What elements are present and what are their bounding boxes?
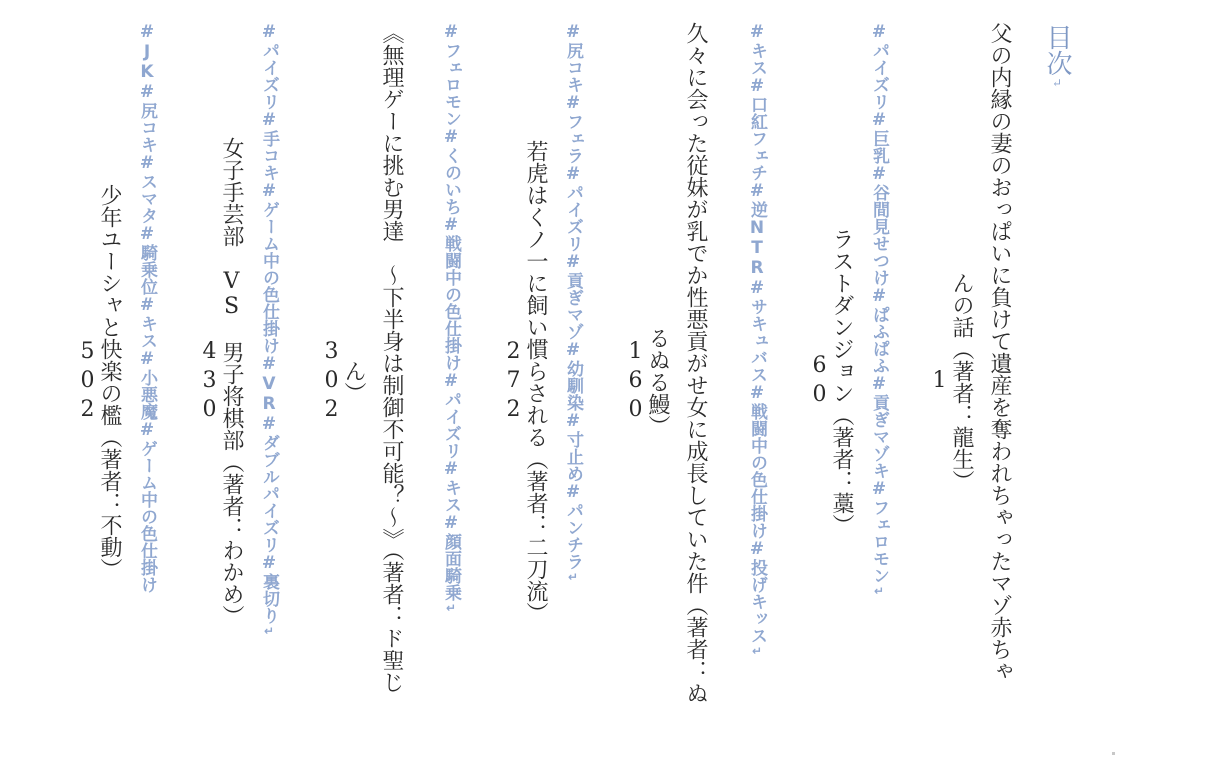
entry-tags: #パイズリ#巨乳#谷間見せつけ#ぱふぱふ#貢ぎマゾキ#フェロモン — [869, 22, 889, 584]
newline-mark: ↵ — [872, 584, 886, 598]
entry-page-number: 160 — [623, 338, 648, 426]
toc-entry-4-tags — [442, 22, 459, 742]
entry-title: 女子手芸部 VS 男子将棋部（著者：わかめ） — [219, 137, 244, 627]
entry-page-number: 1 — [927, 367, 952, 397]
toc-entry-6[interactable] — [198, 22, 242, 742]
corner-dot — [1112, 752, 1115, 755]
entry-title: 《無理ゲーに挑む男達 ～下半身は制御不可能？～》（著者：ド聖じ — [379, 22, 404, 693]
toc-entry-6-tags — [138, 22, 155, 742]
toc-entry-1-tags — [870, 22, 887, 742]
newline-mark: ↵ — [1050, 76, 1064, 90]
entry-tags: #キス#口紅フェチ#逆NTR#サキュバス#戦闘中の色仕掛け#投げキッス — [747, 22, 767, 644]
toc-heading-text: 目次 — [1042, 24, 1072, 76]
toc-entry-3-tags — [564, 22, 581, 742]
toc-entry-3-title-line-1[interactable] — [684, 22, 706, 742]
entry-page-number: 302 — [319, 338, 344, 426]
entry-title: んの話（著者：龍生） — [949, 272, 974, 492]
toc-entry-2[interactable] — [808, 22, 852, 742]
toc-entry-1-title-line-2[interactable] — [928, 22, 972, 742]
entry-tags: #JK#尻コキ#スマタ#騎乗位#キス#小悪魔#ゲーム中の色仕掛け — [137, 22, 157, 593]
entry-title: 父の内縁の妻のおっぱいに負けて遺産を奪われちゃったマゾ赤ちゃ — [987, 22, 1012, 682]
entry-tags: #フェロモン#くのいち#戦闘中の色仕掛け#パイズリ#キス#顔面騎乗 — [441, 22, 461, 601]
entry-title: るぬる鰻） — [645, 327, 670, 437]
entry-page-number: 430 — [197, 338, 222, 426]
entry-page-number: 60 — [807, 353, 832, 411]
entry-page-number: 272 — [501, 338, 526, 426]
toc-entry-2-tags — [748, 22, 765, 742]
toc-entry-7[interactable] — [76, 22, 120, 742]
toc-entry-1-title-line-1[interactable] — [988, 22, 1010, 742]
entry-title: ラストダンジョン（著者：藁） — [829, 228, 854, 536]
entry-page-number: 502 — [75, 338, 100, 426]
newline-mark: ↵ — [566, 570, 580, 584]
entry-tags: #パイズリ#手コキ#ゲーム中の色仕掛け#VR#ダブルパイズリ#裏切り — [259, 22, 279, 624]
entry-tags: #尻コキ#フェラ#パイズリ#貢ぎマゾ#幼馴染#寸止め#パンチラ — [563, 22, 583, 570]
toc-entry-5-tags — [260, 22, 277, 742]
entry-title: 若虎はくノ一に飼い慣らされる（著者：二刀流） — [523, 140, 548, 624]
toc-entry-5-title-line-2[interactable] — [320, 22, 364, 742]
newline-mark: ↵ — [262, 624, 276, 638]
entry-title: 久々に会った従妹が乳でか性悪貢がせ女に成長していた件（著者：ぬ — [683, 22, 708, 704]
toc-heading — [1044, 24, 1070, 744]
entry-title: ん） — [341, 360, 366, 404]
toc-entry-5-title-line-1[interactable] — [380, 22, 402, 742]
toc-entry-3-title-line-2[interactable] — [624, 22, 668, 742]
toc-entry-4[interactable] — [502, 22, 546, 742]
newline-mark: ↵ — [750, 644, 764, 658]
newline-mark: ↵ — [444, 601, 458, 615]
entry-title: 少年ユーシャと快楽の檻（著者：不動） — [97, 184, 122, 580]
